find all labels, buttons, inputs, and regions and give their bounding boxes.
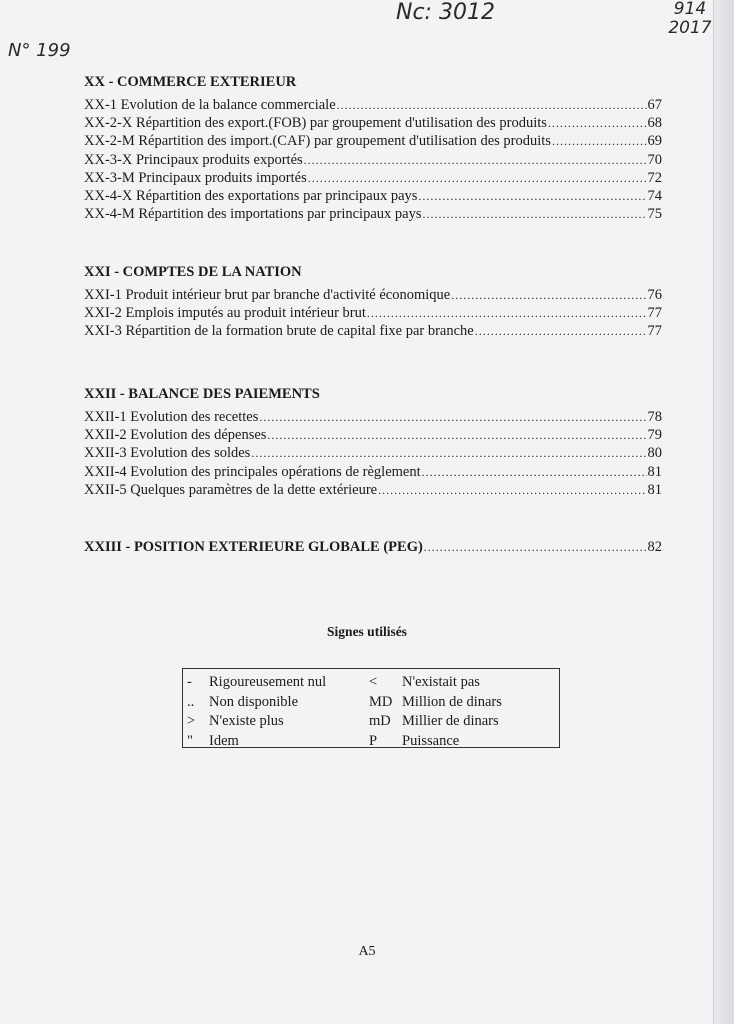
sign-symbol: .. [187, 693, 195, 710]
sign-row [187, 733, 363, 753]
sign-row [369, 694, 555, 714]
toc-entry [84, 151, 662, 169]
sign-symbol: " [187, 732, 193, 749]
toc-entry [84, 444, 662, 462]
leader-dots [267, 426, 646, 444]
toc-entry-label: XX-3-X Principaux produits exportés [84, 151, 303, 168]
toc-entry-label: XX-4-X Répartition des exportations par principaux pays [84, 188, 418, 205]
leader-dots [548, 114, 647, 132]
leader-dots [424, 538, 647, 556]
toc-entry [84, 481, 662, 499]
signs-legend-box [182, 668, 560, 748]
page-edge [713, 0, 734, 1024]
toc-entry-label: XX-2-X Répartition des export.(FOB) par groupement d'utilisation des produits [84, 115, 547, 132]
toc-entry-page: 68 [647, 115, 662, 132]
sign-symbol: - [187, 674, 192, 690]
sign-meaning: Rigoureusement nul [209, 674, 327, 690]
sign-meaning: Puissance [402, 732, 460, 749]
toc-entry-label: XX-4-M Répartition des importations par principaux pays [84, 206, 422, 223]
sign-meaning: N'existe plus [209, 713, 284, 729]
toc-entry [84, 538, 662, 556]
section-title: XXI - COMPTES DE LA NATION [84, 264, 302, 280]
sign-meaning: Million de dinars [402, 693, 502, 710]
leader-dots [422, 463, 647, 481]
leader-dots [337, 96, 647, 114]
toc-entry [84, 463, 662, 481]
toc-entry-page: 69 [647, 133, 662, 150]
toc-entry-page: 79 [647, 427, 662, 444]
sign-row [187, 674, 363, 694]
sign-meaning: N'existait pas [402, 674, 480, 690]
sign-symbol: mD [369, 713, 391, 729]
sign-symbol: < [369, 674, 378, 690]
section-title: XXII - BALANCE DES PAIEMENTS [84, 386, 320, 402]
toc-entry-label: XXII-3 Evolution des soldes [84, 445, 251, 462]
toc-entry [84, 205, 662, 223]
toc-entry-page: 74 [647, 188, 662, 205]
leader-dots [418, 187, 646, 205]
section-commerce-exterieur [84, 74, 662, 223]
toc-entry-page: 82 [647, 539, 662, 555]
leader-dots [308, 169, 647, 187]
toc-entry [84, 322, 662, 340]
handwritten-number: N° 199 [8, 40, 71, 61]
toc-entry-label: XXIII - POSITION EXTERIEURE GLOBALE (PEG) [84, 539, 423, 555]
section-position-exterieure [84, 538, 662, 556]
section-comptes-nation [84, 264, 662, 341]
sign-meaning: Idem [209, 732, 239, 749]
leader-dots [451, 286, 646, 304]
toc-entry-label: XXII-4 Evolution des principales opérations de règlement [84, 463, 421, 480]
toc-entry-label: XX-1 Evolution de la balance commerciale [84, 97, 336, 113]
section-balance-paiements [84, 386, 662, 499]
toc-entry-page: 77 [647, 323, 662, 340]
toc-entry-label: XX-3-M Principaux produits importés [84, 169, 307, 186]
leader-dots [475, 322, 647, 340]
toc-entry [84, 286, 662, 304]
toc-entry-label: XXII-2 Evolution des dépenses [84, 427, 267, 444]
section-title: XX - COMMERCE EXTERIEUR [84, 74, 297, 90]
toc-entry-page: 80 [647, 445, 662, 462]
sign-meaning: Millier de dinars [402, 713, 499, 729]
toc-entry [84, 114, 662, 132]
toc-entry-label: XXI-2 Emplois imputés au produit intérieur brut [84, 305, 366, 322]
leader-dots [304, 151, 647, 169]
toc-entry-label: XX-2-M Répartition des import.(CAF) par groupement d'utilisation des produits [84, 133, 551, 150]
handwritten-corner-line2: 2017 [668, 18, 712, 38]
toc-entry-label: XXI-1 Produit intérieur brut par branche d'activité économique [84, 287, 451, 303]
signs-title: Signes utilisés [327, 624, 407, 639]
handwritten-reference: Nc: 3012 [396, 0, 495, 25]
toc-entry-page: 76 [647, 287, 662, 303]
leader-dots [367, 304, 647, 322]
sign-symbol: P [369, 732, 378, 749]
leader-dots [422, 205, 646, 223]
toc-entry [84, 169, 662, 187]
sign-row [187, 713, 363, 733]
toc-entry-page: 72 [647, 169, 662, 186]
toc-entry [84, 408, 662, 426]
sign-row [187, 694, 363, 714]
sign-meaning: Non disponible [209, 693, 299, 710]
sign-symbol: > [187, 713, 196, 729]
signs-column-left [187, 674, 363, 752]
leader-dots [259, 408, 646, 426]
toc-entry-page: 81 [647, 463, 662, 480]
page-number: A5 [358, 944, 376, 959]
toc-entry-page: 81 [647, 481, 662, 498]
sign-symbol: MD [369, 693, 393, 710]
toc-entry [84, 96, 662, 114]
handwritten-corner-line1: 914 [673, 0, 707, 19]
toc-entry-label: XXI-3 Répartition de la formation brute de capital fixe par branche [84, 323, 474, 340]
signs-column-right [369, 674, 555, 752]
toc-entry [84, 304, 662, 322]
toc-entry [84, 187, 662, 205]
leader-dots [378, 481, 646, 499]
toc-entry-label: XXII-1 Evolution des recettes [84, 409, 259, 425]
toc-entry [84, 132, 662, 150]
handwritten-corner-note [660, 0, 720, 38]
toc-entry-page: 70 [647, 151, 662, 168]
toc-entry-page: 77 [647, 305, 662, 322]
sign-row [369, 674, 555, 694]
toc-entry [84, 426, 662, 444]
leader-dots [251, 444, 646, 462]
sign-row [369, 713, 555, 733]
toc-entry-label: XXII-5 Quelques paramètres de la dette extérieure [84, 481, 378, 498]
sign-row [369, 733, 555, 753]
toc-entry-page: 78 [647, 409, 662, 425]
toc-entry-page: 75 [647, 206, 662, 223]
toc-entry-page: 67 [647, 97, 662, 113]
leader-dots [552, 132, 647, 150]
